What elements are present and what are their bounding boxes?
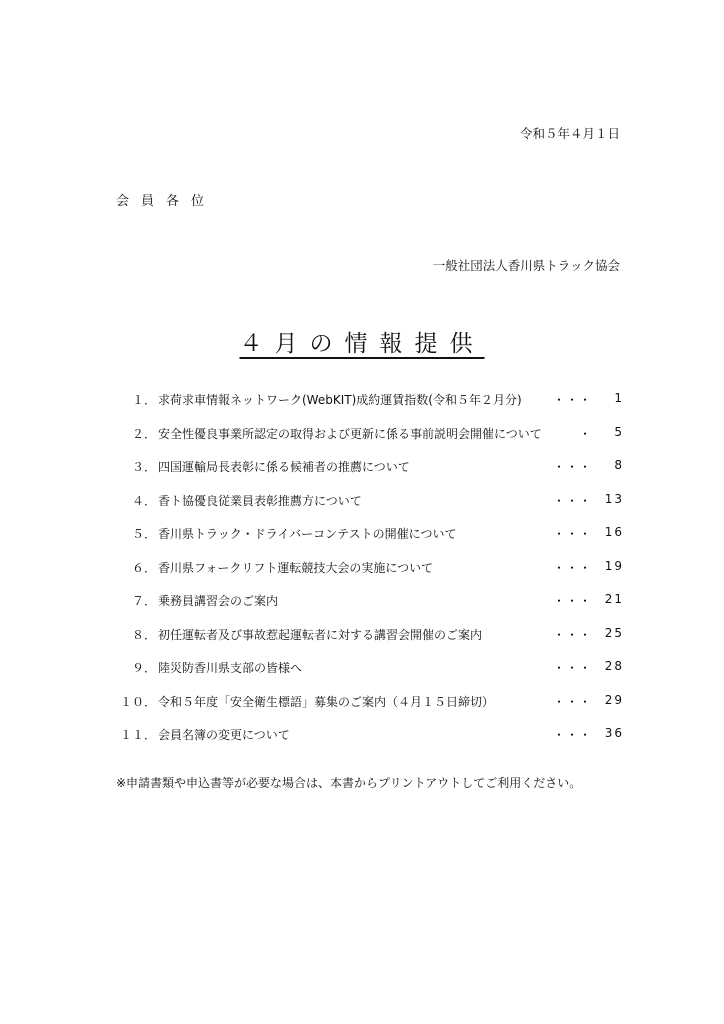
toc-item-number: ４． xyxy=(131,493,156,508)
toc-item xyxy=(110,654,630,688)
toc-item-number: １． xyxy=(131,393,156,407)
toc-item xyxy=(110,453,630,487)
toc-leader-dots: ・ xyxy=(578,426,592,441)
toc-item-title: 求荷求車情報ネットワーク(WebKIT)成約運賃指数(令和５年２月分) xyxy=(158,393,522,407)
toc-item-number: ９． xyxy=(131,661,156,675)
toc-item xyxy=(110,386,630,420)
toc-item xyxy=(110,621,630,655)
toc-leader-dots: ・・・ xyxy=(552,661,592,675)
toc-item-page: 28 xyxy=(604,659,624,673)
toc-leader-dots: ・・・ xyxy=(552,393,592,407)
toc-item-title: 会員名簿の変更について xyxy=(158,728,290,742)
toc-item-number: ６． xyxy=(131,560,156,575)
footnote: ※申請書類や申込書等が必要な場合は、本書からプリントアウトしてご利用ください。 xyxy=(116,776,582,790)
toc-item-page: 1 xyxy=(614,391,624,405)
toc-item-number: ３． xyxy=(131,460,156,474)
toc-item-title: 香ト協優良従業員表彰推薦方について xyxy=(158,493,362,508)
toc-leader-dots: ・・・ xyxy=(552,460,592,474)
toc-item-page: 8 xyxy=(614,458,624,472)
toc-item xyxy=(110,688,630,722)
toc-item-title: 乗務員講習会のご案内 xyxy=(158,594,279,608)
toc-item xyxy=(110,554,630,588)
toc-item xyxy=(110,420,630,454)
toc-item-title: 香川県フォークリフト運転競技大会の実施について xyxy=(158,560,434,575)
toc-item-number: ２． xyxy=(131,426,156,441)
document-title-text: ４月の情報提供 xyxy=(239,331,485,357)
toc-item-page: 19 xyxy=(604,558,624,573)
toc-item xyxy=(110,520,630,554)
sender-organization: 一般社団法人香川県トラック協会 xyxy=(432,258,620,273)
toc-item xyxy=(110,487,630,521)
table-of-contents xyxy=(110,386,630,755)
issue-date: 令和５年４月１日 xyxy=(519,126,620,141)
toc-item-page: 5 xyxy=(614,424,624,439)
toc-item-number: ５． xyxy=(131,527,156,541)
toc-item-page: 25 xyxy=(604,625,624,640)
toc-item-page: 16 xyxy=(604,525,624,539)
toc-leader-dots: ・・・ xyxy=(552,594,592,608)
toc-item-title: 四国運輸局長表彰に係る候補者の推薦について xyxy=(158,460,410,474)
toc-item-page: 13 xyxy=(604,491,624,506)
toc-item-number: １０． xyxy=(119,694,156,709)
toc-item-title: 令和５年度「安全衛生標語」募集のご案内（４月１５日締切） xyxy=(158,694,495,709)
toc-item-title: 陸災防香川県支部の皆様へ xyxy=(158,661,303,675)
addressee: 会員各位 xyxy=(116,194,217,209)
toc-item-page: 36 xyxy=(604,726,624,740)
toc-item-page: 21 xyxy=(604,592,624,606)
toc-item-title: 初任運転者及び事故惹起運転者に対する講習会開催のご案内 xyxy=(158,627,483,642)
toc-leader-dots: ・・・ xyxy=(552,694,592,709)
toc-item-number: １１． xyxy=(119,728,156,742)
toc-item-number: ８． xyxy=(131,627,156,642)
toc-leader-dots: ・・・ xyxy=(552,493,592,508)
toc-item-number: ７． xyxy=(131,594,156,608)
toc-item-page: 29 xyxy=(604,692,624,707)
toc-item xyxy=(110,587,630,621)
toc-leader-dots: ・・・ xyxy=(552,560,592,575)
toc-item xyxy=(110,721,630,755)
toc-item-title: 安全性優良事業所認定の取得および更新に係る事前説明会開催について xyxy=(158,426,542,441)
toc-leader-dots: ・・・ xyxy=(552,728,592,742)
toc-item-title: 香川県トラック・ドライバーコンテストの開催について xyxy=(158,527,457,541)
toc-leader-dots: ・・・ xyxy=(552,627,592,642)
toc-leader-dots: ・・・ xyxy=(552,527,592,541)
document-title xyxy=(0,325,724,358)
